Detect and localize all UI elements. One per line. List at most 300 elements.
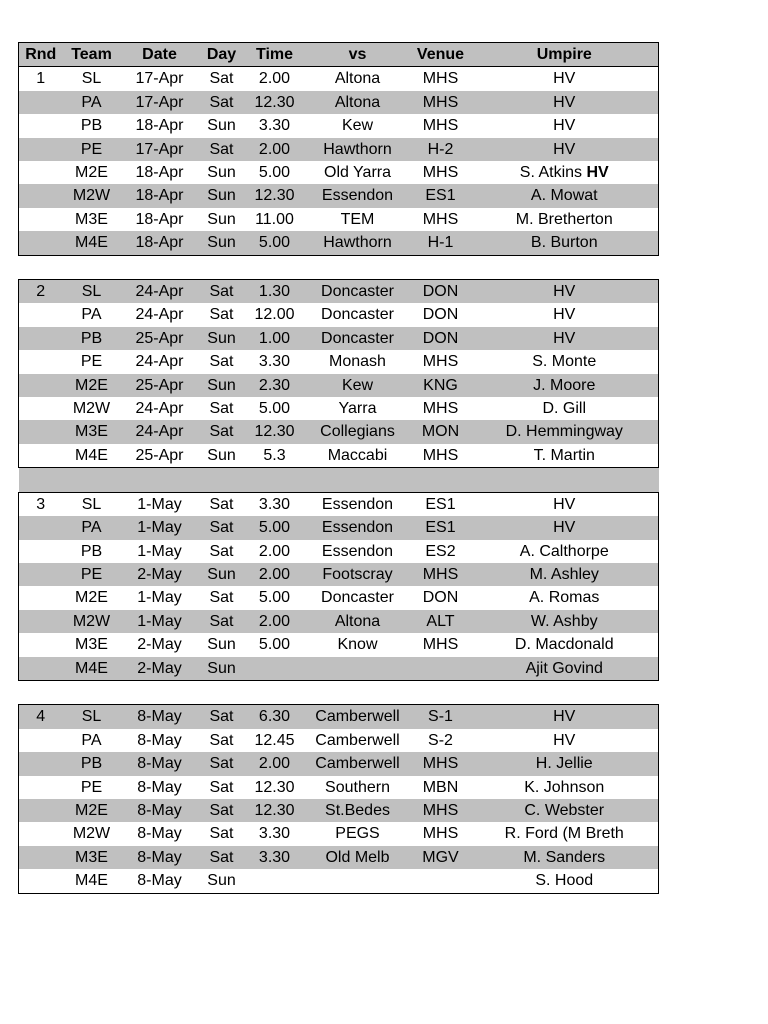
- cell-vs: Doncaster: [321, 589, 394, 607]
- cell-team: SL: [63, 492, 121, 516]
- cell-day: Sun: [199, 184, 245, 207]
- cell-vs: Hawthorn: [305, 138, 411, 161]
- cell-time: 12.30: [254, 778, 295, 796]
- cell-venue: ES2: [425, 542, 456, 560]
- cell-vs: Essendon: [305, 492, 411, 516]
- cell-venue: H-1: [411, 231, 471, 255]
- cell-vs: Know: [337, 636, 378, 654]
- cell-vs: Essendon: [321, 542, 394, 560]
- cell-team: SL: [63, 67, 121, 91]
- cell-vs: Camberwell: [305, 705, 411, 729]
- cell-vs: Maccabi: [305, 444, 411, 468]
- cell-date: 8-May: [121, 869, 199, 893]
- col-header-team: Team: [63, 43, 121, 67]
- cell-venue: MGV: [411, 846, 471, 869]
- spacer-cell: [19, 680, 659, 704]
- cell-team: PA: [81, 731, 102, 749]
- cell-team: PB: [80, 117, 103, 135]
- cell-day: Sun: [199, 374, 245, 397]
- cell-umpire: HV: [471, 67, 659, 91]
- fixture-body: [19, 67, 659, 893]
- spacer-row: [19, 680, 659, 704]
- cell-day: Sat: [199, 846, 245, 869]
- table-row: [19, 184, 659, 207]
- cell-day: Sat: [199, 91, 245, 114]
- table-row: [19, 729, 659, 752]
- cell-time: 12.00: [254, 306, 295, 324]
- cell-team: M2W: [72, 400, 111, 418]
- cell-rnd: [19, 869, 63, 893]
- cell-rnd: [19, 822, 63, 845]
- cell-venue: DON: [411, 280, 471, 304]
- cell-date: 1-May: [121, 610, 199, 633]
- cell-team: M2E: [63, 374, 121, 397]
- cell-umpire: K. Johnson: [471, 776, 659, 799]
- cell-venue: MHS: [422, 825, 459, 843]
- table-row: [19, 350, 659, 373]
- cell-venue: MHS: [411, 444, 471, 468]
- cell-date: 24-Apr: [135, 306, 184, 324]
- table-row: [19, 610, 659, 633]
- cell-vs: Yarra: [338, 400, 377, 418]
- cell-team: PA: [81, 306, 102, 324]
- cell-umpire: [471, 161, 659, 184]
- cell-vs: Essendon: [305, 184, 411, 207]
- cell-rnd: [19, 303, 63, 326]
- col-header-time: Time: [245, 43, 305, 67]
- cell-umpire: Ajit Govind: [471, 657, 659, 681]
- cell-umpire: HV: [471, 729, 659, 752]
- cell-time: 12.30: [245, 91, 305, 114]
- table-row: [19, 752, 659, 775]
- cell-vs: Camberwell: [315, 731, 400, 749]
- col-header-day: Day: [199, 43, 245, 67]
- cell-day: Sun: [199, 657, 245, 681]
- cell-umpire: J. Moore: [471, 374, 659, 397]
- cell-time: 2.00: [258, 542, 291, 560]
- cell-vs: Kew: [341, 117, 374, 135]
- cell-vs: Doncaster: [321, 306, 394, 324]
- cell-umpire: H. Jellie: [471, 752, 659, 775]
- cell-rnd: [19, 138, 63, 161]
- cell-date: 17-Apr: [121, 138, 199, 161]
- cell-rnd: [19, 397, 63, 420]
- cell-venue: ES1: [411, 184, 471, 207]
- fixture-sheet: [18, 42, 658, 894]
- cell-venue: MHS: [422, 117, 459, 135]
- table-row: [19, 586, 659, 609]
- cell-time: 3.30: [258, 117, 291, 135]
- cell-time: 5.00: [258, 636, 291, 654]
- cell-team: PB: [80, 542, 103, 560]
- table-row: [19, 705, 659, 729]
- col-header-date: Date: [121, 43, 199, 67]
- cell-rnd: [19, 444, 63, 468]
- cell-umpire: S. Monte: [471, 350, 659, 373]
- cell-team: M2W: [63, 610, 121, 633]
- cell-team: M4E: [63, 657, 121, 681]
- table-row: [19, 846, 659, 869]
- cell-time: 2.00: [245, 67, 305, 91]
- table-row: [19, 516, 659, 539]
- table-row: [19, 161, 659, 184]
- cell-day: Sat: [209, 731, 234, 749]
- cell-vs: Doncaster: [305, 280, 411, 304]
- cell-time: 12.30: [245, 799, 305, 822]
- col-header-vs: vs: [305, 43, 411, 67]
- cell-team: PB: [63, 327, 121, 350]
- cell-venue: MHS: [411, 752, 471, 775]
- cell-rnd: [19, 91, 63, 114]
- cell-rnd: [19, 610, 63, 633]
- cell-day: Sun: [199, 563, 245, 586]
- cell-date: 1-May: [137, 542, 182, 560]
- cell-rnd: 4: [19, 705, 63, 729]
- cell-date: 25-Apr: [121, 327, 199, 350]
- col-header-venue: Venue: [411, 43, 471, 67]
- cell-rnd: 1: [19, 67, 63, 91]
- table-row: [19, 303, 659, 326]
- cell-date: 8-May: [137, 825, 182, 843]
- cell-umpire: R. Ford (M Breth: [471, 822, 659, 845]
- cell-vs: Altona: [305, 91, 411, 114]
- cell-time: 3.30: [245, 846, 305, 869]
- cell-day: Sat: [209, 542, 234, 560]
- cell-day: Sun: [199, 444, 245, 468]
- cell-day: Sat: [199, 799, 245, 822]
- cell-vs: Camberwell: [305, 752, 411, 775]
- cell-rnd: [19, 752, 63, 775]
- table-row: [19, 91, 659, 114]
- col-header-umpire: Umpire: [471, 43, 659, 67]
- cell-date: 17-Apr: [121, 67, 199, 91]
- cell-day: Sat: [199, 67, 245, 91]
- cell-date: 18-Apr: [121, 231, 199, 255]
- cell-team: M4E: [63, 444, 121, 468]
- cell-date: 8-May: [137, 731, 182, 749]
- cell-team: PA: [63, 516, 121, 539]
- cell-venue: DON: [411, 327, 471, 350]
- cell-rnd: [19, 776, 63, 799]
- cell-umpire: B. Burton: [471, 231, 659, 255]
- cell-venue: MHS: [411, 91, 471, 114]
- cell-day: Sun: [207, 210, 236, 228]
- table-row: [19, 633, 659, 656]
- cell-venue: [411, 869, 471, 893]
- cell-venue: DON: [422, 306, 459, 324]
- cell-team: PE: [80, 778, 103, 796]
- cell-umpire: A. Calthorpe: [471, 540, 659, 563]
- cell-team: M4E: [63, 231, 121, 255]
- cell-rnd: [19, 799, 63, 822]
- table-row: [19, 280, 659, 304]
- cell-umpire: D. Gill: [471, 397, 659, 420]
- umpire-name: S. Atkins: [519, 164, 583, 182]
- cell-team: M2E: [63, 799, 121, 822]
- cell-umpire: HV: [471, 114, 659, 137]
- cell-day: Sat: [199, 610, 245, 633]
- cell-team: M2W: [63, 184, 121, 207]
- cell-vs: Monash: [329, 353, 386, 371]
- cell-umpire: T. Martin: [471, 444, 659, 468]
- cell-umpire: HV: [471, 303, 659, 326]
- cell-day: Sat: [199, 705, 245, 729]
- cell-team: M4E: [63, 869, 121, 893]
- cell-date: 8-May: [137, 778, 182, 796]
- cell-time: 11.00: [255, 210, 294, 228]
- cell-rnd: [19, 208, 63, 231]
- cell-vs: Footscray: [305, 563, 411, 586]
- cell-day: Sat: [209, 353, 234, 371]
- cell-team: SL: [63, 280, 121, 304]
- cell-umpire: HV: [471, 91, 659, 114]
- cell-rnd: [19, 374, 63, 397]
- table-row: [19, 540, 659, 563]
- cell-vs: Altona: [305, 610, 411, 633]
- cell-time: 2.00: [245, 563, 305, 586]
- cell-rnd: [19, 184, 63, 207]
- cell-time: 2.00: [245, 138, 305, 161]
- cell-day: Sun: [207, 636, 236, 654]
- cell-date: 8-May: [121, 705, 199, 729]
- cell-date: 18-Apr: [135, 164, 184, 182]
- spacer-cell: [19, 255, 659, 279]
- cell-time: 6.30: [245, 705, 305, 729]
- spacer-cell: [19, 468, 659, 492]
- cell-day: Sat: [199, 280, 245, 304]
- cell-team: M3E: [75, 210, 108, 228]
- cell-day: Sat: [199, 138, 245, 161]
- cell-umpire: D. Hemmingway: [471, 420, 659, 443]
- cell-time: 12.30: [245, 184, 305, 207]
- cell-vs: Old Yarra: [324, 164, 391, 182]
- fixture-table: [18, 42, 659, 894]
- cell-time: 2.00: [245, 610, 305, 633]
- cell-day: Sun: [199, 231, 245, 255]
- cell-date: 8-May: [121, 846, 199, 869]
- cell-day: Sat: [199, 420, 245, 443]
- cell-rnd: [19, 540, 63, 563]
- table-row: [19, 231, 659, 255]
- cell-date: 1-May: [137, 589, 182, 607]
- cell-team: M3E: [63, 420, 121, 443]
- cell-time: [245, 869, 305, 893]
- cell-rnd: [19, 161, 63, 184]
- cell-venue: S-2: [428, 731, 453, 749]
- cell-date: 18-Apr: [135, 210, 184, 228]
- umpire-bold: HV: [586, 164, 609, 182]
- cell-venue: MHS: [422, 353, 459, 371]
- cell-time: 5.00: [258, 400, 291, 418]
- cell-day: Sun: [207, 164, 236, 182]
- cell-time: 1.00: [245, 327, 305, 350]
- cell-vs: Essendon: [305, 516, 411, 539]
- cell-day: Sun: [199, 869, 245, 893]
- cell-date: 17-Apr: [121, 91, 199, 114]
- cell-time: 5.00: [258, 589, 291, 607]
- cell-rnd: 2: [19, 280, 63, 304]
- cell-venue: ES1: [411, 492, 471, 516]
- cell-venue: MHS: [411, 563, 471, 586]
- cell-team: M2W: [72, 825, 111, 843]
- col-header-rnd: Rnd: [19, 43, 63, 67]
- cell-date: 1-May: [121, 516, 199, 539]
- cell-time: 2.00: [245, 752, 305, 775]
- cell-umpire: M. Bretherton: [471, 208, 659, 231]
- table-row: [19, 799, 659, 822]
- cell-time: 3.30: [258, 353, 291, 371]
- cell-day: Sat: [209, 400, 234, 418]
- cell-vs: [305, 869, 411, 893]
- table-row: [19, 657, 659, 681]
- cell-team: PB: [63, 752, 121, 775]
- cell-umpire: HV: [471, 280, 659, 304]
- cell-team: SL: [63, 705, 121, 729]
- cell-rnd: [19, 563, 63, 586]
- cell-time: 5.00: [258, 164, 291, 182]
- cell-venue: MON: [411, 420, 471, 443]
- cell-rnd: [19, 516, 63, 539]
- cell-date: 18-Apr: [121, 184, 199, 207]
- cell-umpire: W. Ashby: [471, 610, 659, 633]
- cell-time: 1.30: [245, 280, 305, 304]
- table-row: [19, 869, 659, 893]
- cell-umpire: HV: [471, 327, 659, 350]
- cell-venue: ALT: [411, 610, 471, 633]
- header-row: [19, 43, 659, 67]
- cell-team: M2E: [75, 164, 108, 182]
- cell-date: 2-May: [121, 563, 199, 586]
- cell-time: 3.30: [258, 825, 291, 843]
- cell-venue: ES1: [411, 516, 471, 539]
- table-row: [19, 138, 659, 161]
- cell-vs: Kew: [305, 374, 411, 397]
- cell-venue: MHS: [411, 799, 471, 822]
- cell-rnd: [19, 586, 63, 609]
- cell-time: [245, 657, 305, 681]
- cell-venue: H-2: [411, 138, 471, 161]
- cell-time: 5.00: [245, 516, 305, 539]
- cell-team: PA: [63, 91, 121, 114]
- cell-date: 2-May: [137, 636, 182, 654]
- cell-venue: KNG: [411, 374, 471, 397]
- cell-date: 25-Apr: [121, 374, 199, 397]
- cell-venue: MHS: [422, 210, 459, 228]
- cell-rnd: [19, 729, 63, 752]
- cell-venue: MHS: [422, 164, 459, 182]
- cell-venue: [411, 657, 471, 681]
- cell-team: M3E: [75, 636, 108, 654]
- cell-team: PE: [63, 563, 121, 586]
- cell-rnd: [19, 633, 63, 656]
- cell-date: 24-Apr: [135, 400, 184, 418]
- cell-vs: PEGS: [335, 825, 380, 843]
- cell-time: 12.45: [254, 731, 295, 749]
- cell-date: 24-Apr: [121, 420, 199, 443]
- cell-date: 8-May: [121, 752, 199, 775]
- cell-day: Sat: [199, 492, 245, 516]
- cell-date: 18-Apr: [135, 117, 184, 135]
- cell-team: PE: [63, 138, 121, 161]
- cell-day: Sat: [209, 778, 234, 796]
- cell-rnd: [19, 231, 63, 255]
- cell-day: Sat: [199, 752, 245, 775]
- cell-umpire: HV: [471, 705, 659, 729]
- cell-rnd: [19, 846, 63, 869]
- table-row: [19, 444, 659, 468]
- cell-team: M3E: [63, 846, 121, 869]
- cell-time: 3.30: [245, 492, 305, 516]
- cell-vs: Collegians: [305, 420, 411, 443]
- table-row: [19, 397, 659, 420]
- cell-vs: Old Melb: [305, 846, 411, 869]
- cell-day: Sat: [199, 516, 245, 539]
- cell-venue: MBN: [422, 778, 459, 796]
- cell-team: M2E: [75, 589, 108, 607]
- cell-rnd: [19, 327, 63, 350]
- cell-umpire: S. Hood: [471, 869, 659, 893]
- spacer-row: [19, 255, 659, 279]
- cell-umpire: D. Macdonald: [471, 633, 659, 656]
- cell-vs: [305, 657, 411, 681]
- table-row: [19, 374, 659, 397]
- cell-time: 2.30: [245, 374, 305, 397]
- cell-venue: MHS: [411, 67, 471, 91]
- cell-venue: MHS: [422, 400, 459, 418]
- cell-date: 25-Apr: [121, 444, 199, 468]
- cell-day: Sat: [209, 589, 234, 607]
- cell-umpire: M. Ashley: [471, 563, 659, 586]
- cell-date: 1-May: [121, 492, 199, 516]
- table-row: [19, 822, 659, 845]
- cell-umpire: HV: [471, 138, 659, 161]
- cell-date: 2-May: [121, 657, 199, 681]
- table-row: [19, 327, 659, 350]
- cell-day: Sat: [209, 825, 234, 843]
- cell-time: 12.30: [245, 420, 305, 443]
- table-row: [19, 114, 659, 137]
- cell-umpire: HV: [471, 516, 659, 539]
- cell-day: Sun: [199, 327, 245, 350]
- cell-vs: St.Bedes: [305, 799, 411, 822]
- cell-date: 8-May: [121, 799, 199, 822]
- cell-day: Sat: [209, 306, 234, 324]
- cell-umpire: A. Romas: [471, 586, 659, 609]
- cell-vs: Doncaster: [305, 327, 411, 350]
- cell-venue: S-1: [411, 705, 471, 729]
- cell-team: PE: [80, 353, 103, 371]
- cell-umpire: C. Webster: [471, 799, 659, 822]
- table-row: [19, 420, 659, 443]
- spacer-row: [19, 468, 659, 492]
- table-row: [19, 563, 659, 586]
- cell-vs: Hawthorn: [305, 231, 411, 255]
- cell-vs: TEM: [340, 210, 375, 228]
- cell-rnd: 3: [19, 492, 63, 516]
- cell-umpire: HV: [471, 492, 659, 516]
- cell-vs: Southern: [325, 778, 390, 796]
- cell-date: 24-Apr: [121, 280, 199, 304]
- cell-venue: DON: [422, 589, 459, 607]
- table-row: [19, 776, 659, 799]
- table-row: [19, 208, 659, 231]
- cell-time: 5.3: [245, 444, 305, 468]
- table-row: [19, 67, 659, 91]
- cell-rnd: [19, 350, 63, 373]
- cell-day: Sun: [207, 117, 236, 135]
- cell-umpire: M. Sanders: [471, 846, 659, 869]
- cell-rnd: [19, 114, 63, 137]
